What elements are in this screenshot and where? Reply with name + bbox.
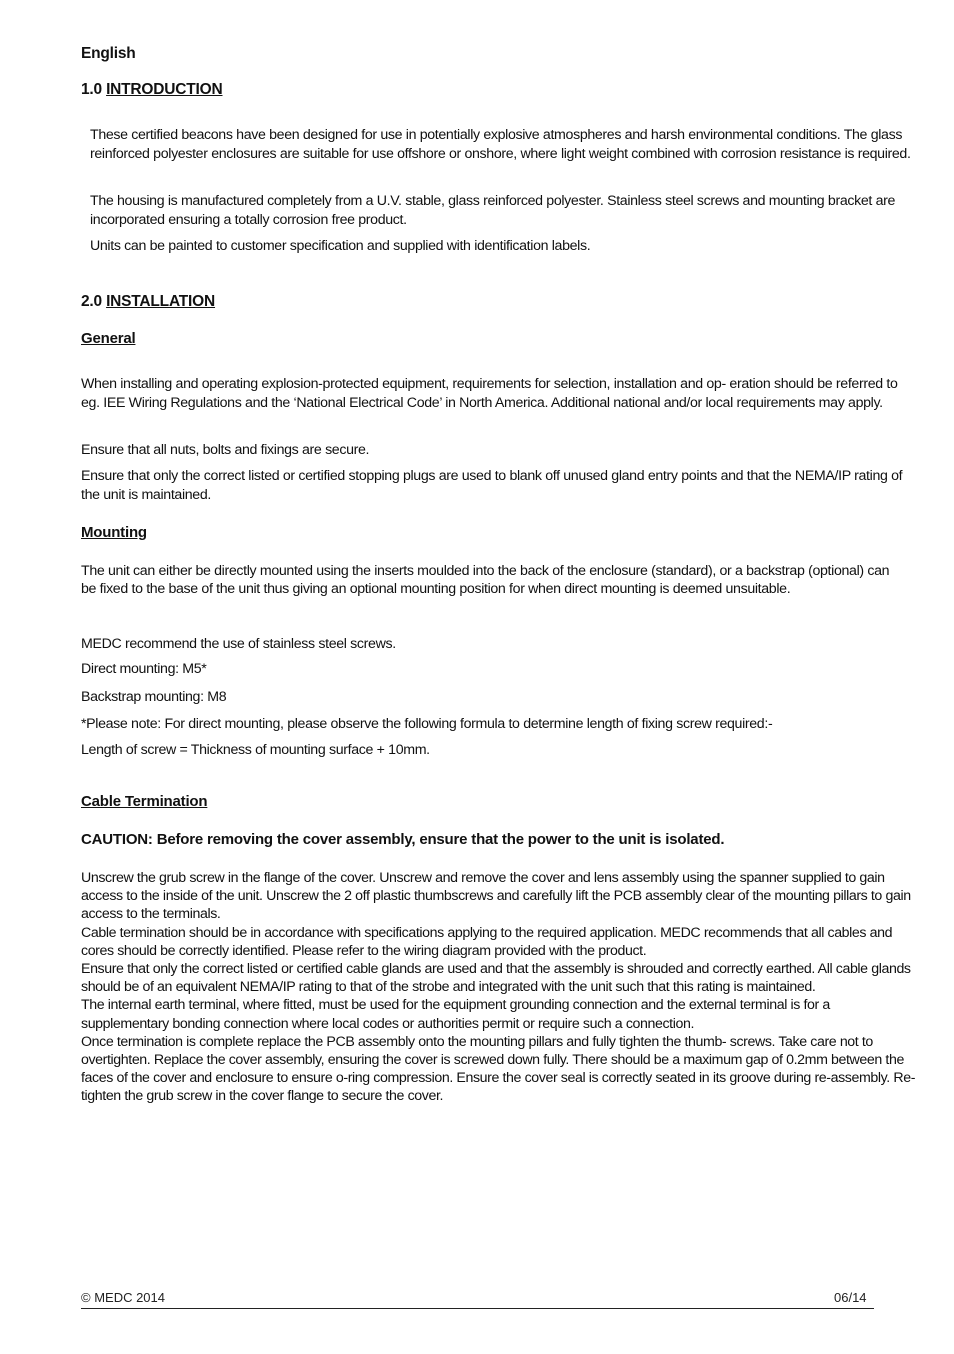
- general-paragraph-2: Ensure that all nuts, bolts and fixings are secure.: [81, 442, 370, 458]
- intro-paragraph-2: The housing is manufactured completely from a U.V. stable, glass reinforced polyester. Stainless steel screws and mounting bracket are incorporated ensuring a totally corrosion free product.: [90, 193, 896, 228]
- general-paragraph-3: Ensure that only the correct listed or certified stopping plugs are used to blank off unused gland entry points and that the NEMA/IP rating of the unit is maintained.: [81, 468, 903, 503]
- mounting-note: *Please note: For direct mounting, please observe the following formula to determine length of fixing screw required:-: [81, 716, 773, 732]
- mounting-backstrap: Backstrap mounting: M8: [81, 689, 227, 705]
- intro-paragraph-1: These certified beacons have been designed for use in potentially explosive atmospheres and harsh environmental conditions. The glass reinforced polyester enclosures are suitable for use offshore or onshore, where light weight combined with corrosion resistance is required.: [90, 127, 911, 162]
- introduction-title: INTRODUCTION: [106, 81, 223, 98]
- cable-paragraph-4: The internal earth terminal, where fitted, must be used for the equipment grounding connection and the external terminal is for a supplementary bonding connection where local codes or authorities permit or require such a connection.: [81, 997, 830, 1032]
- mounting-formula: Length of screw = Thickness of mounting surface + 10mm.: [81, 742, 430, 758]
- cable-paragraph-3: Ensure that only the correct listed or certified cable glands are used and that the assembly is shrouded and correctly earthed. All cable glands should be of an equivalent NEMA/IP rating to that of the strobe and integrated with the unit such that this rating is maintained.: [81, 961, 911, 996]
- cable-termination-heading: Cable Termination: [81, 793, 208, 810]
- installation-heading: [81, 293, 215, 311]
- caution-notice: CAUTION: Before removing the cover assembly, ensure that the power to the unit is isolated.: [81, 831, 725, 848]
- installation-number: 2.0: [81, 293, 102, 310]
- general-paragraph-1: When installing and operating explosion-protected equipment, requirements for selection, installation and op- eration should be referred to eg. IEE Wiring Regulations and the ‘National Electrical Code’ in North America. Additional national and/or local requirements may apply.: [81, 376, 898, 411]
- cable-paragraph-2: Cable termination should be in accordance with specifications applying to the required application. MEDC recommends that all cables and cores should be correctly identified. Please refer to the wiring diagram provided with the product.: [81, 924, 893, 959]
- mounting-paragraph-1: The unit can either be directly mounted using the inserts moulded into the back of the enclosure (standard), or a backstrap (optional) can be fixed to the base of the unit thus giving an optional mounting position for when direct mounting is deemed unsuitable.: [81, 563, 890, 598]
- mounting-paragraph-2: MEDC recommend the use of stainless steel screws.: [81, 636, 396, 652]
- cable-paragraph-5: Once termination is complete replace the PCB assembly onto the mounting pillars and fully tighten the thumb- screws. Take care not to overtighten. Replace the cover assembly, ensuring the cover is screwed down fully. There should be a maximum gap of 0.2mm between the faces of the cover and enclosure to ensure o-ring compression. Ensure the cover seal is correctly seated in its groove during re-assembly. Re-tighten the grub screw in the cover flange to secure the cover.: [81, 1033, 916, 1105]
- mounting-heading: Mounting: [81, 524, 147, 541]
- general-heading: General: [81, 330, 136, 347]
- cable-termination-body: [81, 869, 916, 1106]
- introduction-number: 1.0: [81, 81, 102, 98]
- installation-title: INSTALLATION: [106, 293, 216, 310]
- cable-paragraph-1: Unscrew the grub screw in the flange of the cover. Unscrew and remove the cover and lens assembly using the spanner supplied to gain access to the inside of the unit. Unscrew the 2 off plastic thumbscrews and carefully lift the PCB assembly clear of the mounting pillars to gain access to the terminals.: [81, 870, 911, 923]
- footer-date: 06/14: [834, 1290, 867, 1305]
- mounting-direct: Direct mounting: M5*: [81, 661, 207, 677]
- introduction-heading: [81, 81, 223, 99]
- language-label: English: [81, 45, 136, 62]
- footer-divider: [81, 1308, 874, 1309]
- footer-copyright: © MEDC 2014: [81, 1290, 165, 1305]
- intro-paragraph-3: Units can be painted to customer specification and supplied with identification labels.: [90, 238, 591, 254]
